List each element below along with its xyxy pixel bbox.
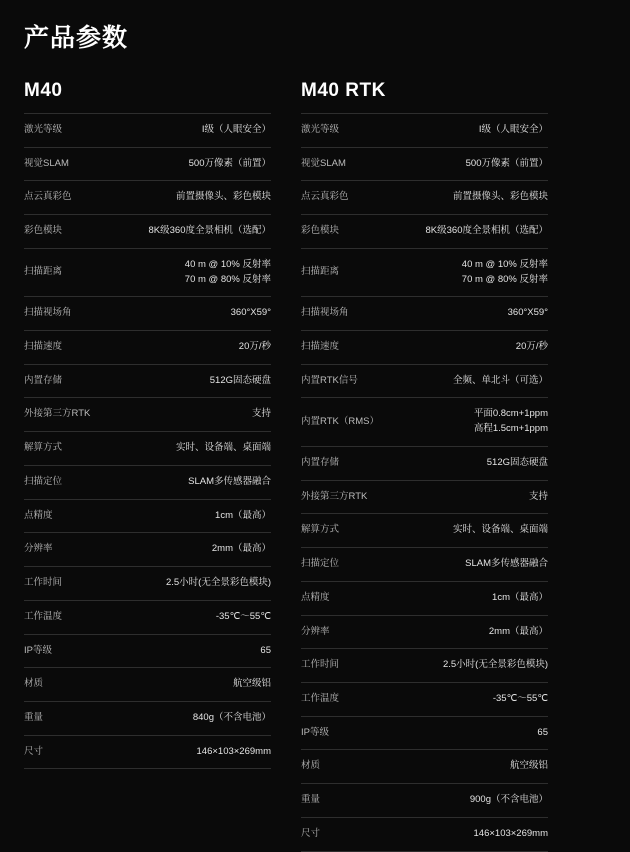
spec-label: 解算方式 <box>301 524 340 536</box>
spec-label: 重量 <box>301 794 321 806</box>
table-row <box>24 465 271 499</box>
spec-value <box>123 181 271 215</box>
spec-value <box>123 432 271 466</box>
spec-value-line: 360°X59° <box>507 307 548 319</box>
spec-value <box>400 480 548 514</box>
spec-label: 尺寸 <box>24 745 44 757</box>
spec-value <box>123 600 271 634</box>
spec-value-line: 支持 <box>251 408 271 420</box>
table-row <box>301 331 548 365</box>
spec-value-line: 前置摄像头、彩色模块 <box>452 191 548 203</box>
spec-value <box>400 784 548 818</box>
spec-label: 内置存储 <box>24 374 63 386</box>
spec-label: 点云真彩色 <box>301 191 349 203</box>
spec-table <box>301 113 548 852</box>
spec-label: 分辨率 <box>301 625 330 637</box>
spec-label: 扫描速度 <box>24 341 63 353</box>
spec-value-line: 512G固态硬盘 <box>209 374 271 386</box>
spec-value-line: 65 <box>260 644 271 656</box>
spec-label: 材质 <box>301 760 321 772</box>
table-row <box>24 114 271 148</box>
spec-value-line: I级（人眼安全） <box>201 124 271 135</box>
table-row <box>301 615 548 649</box>
spec-label: 点精度 <box>24 509 53 521</box>
table-row <box>301 784 548 818</box>
spec-label: 解算方式 <box>24 442 63 454</box>
spec-value-line: 高程1.5cm+1ppm <box>473 423 548 435</box>
spec-value-line: 360°X59° <box>230 307 271 319</box>
table-row <box>301 364 548 398</box>
spec-value <box>123 668 271 702</box>
spec-value <box>400 114 548 148</box>
table-row <box>301 446 548 480</box>
spec-value-line: 20万/秒 <box>238 341 271 353</box>
spec-value-line: 2mm（最高） <box>211 543 271 555</box>
spec-label: 扫描视场角 <box>301 307 349 319</box>
spec-value <box>123 398 271 432</box>
spec-label: 扫描速度 <box>301 341 340 353</box>
spec-value <box>400 181 548 215</box>
table-row <box>24 533 271 567</box>
spec-value <box>400 331 548 365</box>
spec-value <box>123 297 271 331</box>
spec-value-line: 840g（不含电池） <box>192 711 271 723</box>
spec-value <box>123 735 271 769</box>
table-row <box>24 499 271 533</box>
table-row <box>24 248 271 296</box>
table-row <box>24 600 271 634</box>
table-row <box>301 514 548 548</box>
spec-label: 视觉SLAM <box>301 157 346 169</box>
table-row <box>24 147 271 181</box>
spec-value <box>400 716 548 750</box>
spec-value-line: 2.5小时(无全景彩色模块) <box>165 577 271 589</box>
spec-label: 视觉SLAM <box>24 157 69 169</box>
spec-label: 激光等级 <box>24 124 63 135</box>
spec-value-line: 40 m @ 10% 反射率 <box>461 258 548 270</box>
spec-label: 扫描距离 <box>24 266 63 278</box>
spec-label: 外接第三方RTK <box>24 408 91 420</box>
table-row <box>24 668 271 702</box>
spec-value-line: 500万像素（前置） <box>188 157 271 169</box>
spec-value-line: 65 <box>537 726 548 738</box>
spec-value <box>400 364 548 398</box>
spec-value <box>400 514 548 548</box>
spec-label: 激光等级 <box>301 124 340 135</box>
table-row <box>24 297 271 331</box>
spec-value <box>400 817 548 851</box>
spec-value-line: 40 m @ 10% 反射率 <box>184 258 271 270</box>
spec-value <box>123 248 271 296</box>
spec-value-line: 全频、单北斗（可选） <box>452 374 548 386</box>
spec-label: 外接第三方RTK <box>301 490 368 502</box>
page-title: 产品参数 <box>24 24 129 52</box>
spec-value <box>400 649 548 683</box>
spec-value-line: SLAM多传感器融合 <box>188 475 271 487</box>
spec-value-line: 实时、设备端、桌面端 <box>452 524 548 536</box>
spec-value-line: 20万/秒 <box>515 341 548 353</box>
spec-label: 彩色模块 <box>301 225 340 237</box>
spec-value-line: 平面0.8cm+1ppm <box>473 408 548 420</box>
spec-value <box>400 215 548 249</box>
spec-label: 工作温度 <box>301 692 340 704</box>
spec-value-line: 70 m @ 80% 反射率 <box>461 273 548 285</box>
spec-label: 扫描定位 <box>24 475 63 487</box>
table-row <box>301 817 548 851</box>
table-row <box>301 147 548 181</box>
table-row <box>301 480 548 514</box>
spec-label: 内置RTK（RMS） <box>301 415 379 427</box>
spec-value <box>123 634 271 668</box>
spec-label: 工作时间 <box>301 659 340 671</box>
spec-value <box>400 446 548 480</box>
table-row <box>301 181 548 215</box>
table-row <box>301 548 548 582</box>
spec-value-line: 2mm（最高） <box>488 625 548 637</box>
table-row <box>301 716 548 750</box>
spec-value-line: 实时、设备端、桌面端 <box>175 442 271 454</box>
spec-value-line: 航空级铝 <box>509 760 548 772</box>
spec-value <box>400 248 548 296</box>
table-row <box>24 701 271 735</box>
spec-label: 内置RTK信号 <box>301 374 358 386</box>
column-title: M40 RTK <box>301 80 386 101</box>
spec-value <box>400 398 548 446</box>
spec-value <box>123 701 271 735</box>
spec-value-line: 航空级铝 <box>232 678 271 690</box>
spec-value <box>123 465 271 499</box>
spec-label: 点精度 <box>301 591 330 603</box>
spec-value-line: SLAM多传感器融合 <box>465 558 548 570</box>
spec-column-m40-rtk <box>301 80 548 852</box>
spec-value <box>400 615 548 649</box>
table-row <box>301 682 548 716</box>
spec-value <box>400 297 548 331</box>
table-row <box>301 649 548 683</box>
spec-value-line: -35℃～55℃ <box>215 610 271 622</box>
spec-value-line: 支持 <box>528 490 548 502</box>
table-row <box>24 432 271 466</box>
spec-value <box>123 215 271 249</box>
spec-value-line: 1cm（最高） <box>215 509 271 521</box>
table-row <box>24 735 271 769</box>
spec-label: IP等级 <box>301 726 329 738</box>
spec-label: 尺寸 <box>301 827 321 839</box>
spec-value <box>400 147 548 181</box>
spec-label: 材质 <box>24 678 44 690</box>
spec-label: IP等级 <box>24 644 52 656</box>
spec-value <box>123 331 271 365</box>
spec-label: 内置存储 <box>301 456 340 468</box>
spec-value <box>400 548 548 582</box>
spec-value <box>123 364 271 398</box>
spec-value <box>400 682 548 716</box>
table-row <box>301 750 548 784</box>
table-row <box>24 364 271 398</box>
spec-value-line: 500万像素（前置） <box>465 157 548 169</box>
table-row <box>24 215 271 249</box>
spec-label: 彩色模块 <box>24 225 63 237</box>
spec-value <box>123 114 271 148</box>
table-row <box>24 331 271 365</box>
table-row <box>301 248 548 296</box>
spec-value-line: 8K级360度全景相机（选配） <box>148 225 271 237</box>
spec-value <box>400 750 548 784</box>
spec-value-line: 512G固态硬盘 <box>486 456 548 468</box>
spec-label: 工作时间 <box>24 577 63 589</box>
table-row <box>24 181 271 215</box>
spec-value-line: I级（人眼安全） <box>478 124 548 135</box>
spec-label: 扫描视场角 <box>24 307 72 319</box>
spec-value-line: 8K级360度全景相机（选配） <box>425 225 548 237</box>
spec-value-line: 1cm（最高） <box>492 591 548 603</box>
spec-value-line: 146×103×269mm <box>473 827 548 839</box>
spec-value <box>123 499 271 533</box>
spec-value-line: 900g（不含电池） <box>469 794 548 806</box>
spec-label: 点云真彩色 <box>24 191 72 203</box>
table-row <box>301 581 548 615</box>
table-row <box>24 398 271 432</box>
table-row <box>301 398 548 446</box>
table-row <box>301 297 548 331</box>
spec-label: 扫描距离 <box>301 266 340 278</box>
table-row <box>24 567 271 601</box>
spec-table <box>24 113 271 769</box>
spec-label: 扫描定位 <box>301 558 340 570</box>
spec-value-line: 2.5小时(无全景彩色模块) <box>442 659 548 671</box>
spec-value <box>123 567 271 601</box>
spec-value <box>123 533 271 567</box>
table-row <box>301 114 548 148</box>
spec-label: 分辨率 <box>24 543 53 555</box>
spec-label: 重量 <box>24 711 44 723</box>
spec-column-m40 <box>24 80 271 852</box>
spec-value-line: 70 m @ 80% 反射率 <box>184 273 271 285</box>
table-row <box>24 634 271 668</box>
spec-label: 工作温度 <box>24 610 63 622</box>
table-row <box>301 215 548 249</box>
spec-columns <box>0 80 630 852</box>
spec-value <box>123 147 271 181</box>
spec-value-line: -35℃～55℃ <box>492 692 548 704</box>
spec-value-line: 146×103×269mm <box>196 745 271 757</box>
column-title: M40 <box>24 80 63 101</box>
spec-value <box>400 581 548 615</box>
spec-value-line: 前置摄像头、彩色模块 <box>175 191 271 203</box>
